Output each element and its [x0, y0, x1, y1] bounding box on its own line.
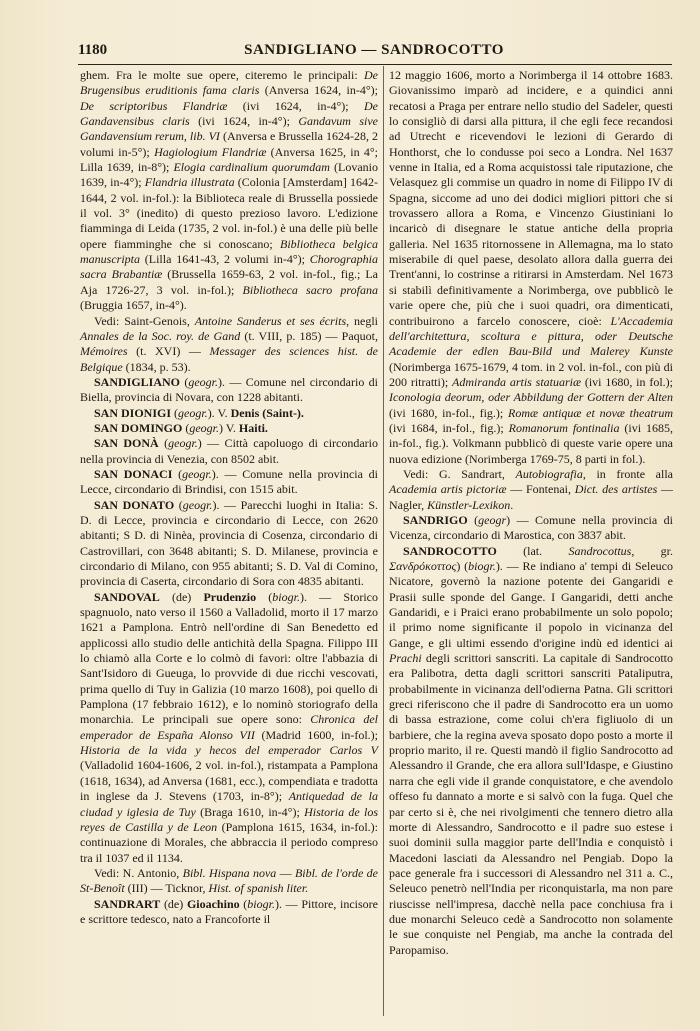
dictionary-entry: SAN DONATO (geogr.). — Parecchi luoghi in Italia: S. D. di Lecce, provincia e circondario di Lecce, con 2620 abitanti; S D. di Ninèa, provincia di Cosenza, circondario di Castrovillari, con 3648 abitanti; S. D. Milanese, provincia e circondario di Milano, con 955 abitanti; S. D. Val di Comino, provincia di Caserta, circondario di Sora con 4835 abitanti. — [80, 497, 378, 589]
right-column — [389, 68, 673, 958]
corner-watermark — [580, 1006, 700, 1031]
dictionary-entry: SANDROCOTTO (lat. Sandrocottus, gr. Σανδρόκοττος) (biogr.). — Re indiano a' tempi di Seleuco Nicatore, governò la nazione potente dei Gangaridi e Prasii sulle sponde del Gange. I Gangaridi, detti anche Gandaridi, e i Praici erano probabilmente un solo popolo; il primo nome significante il popolo in vicinanza del Gange, e gli ultimi essendo d'origine indù ed identici ai Prachi degli scrittori sanscriti. La capitale di Sandrocotto era Palibotra, detta dagli scrittori sanscriti Pataliputra, probabilmente in vicinanza dell'odierna Patna. Gli scrittori greci riferiscono che il padre di Sandrocotto era un uomo di bassa estrazione, come colui ch'era figliuolo di un barbiere, che la regina aveva sposato dopo posto a morte il proprio marito, il re. Questi mandò il figlio Sandrocotto ad Alessandro il Grande, che era allora sull'Idaspe, e Giustino narra che egli vide il grande conquistatore, e che avendolo offeso fu dannato a morte e si salvò con la fuga. Quel che par certo si è, che nei rivolgimenti che tennero dietro alla morte di Alessandro, Sandrocotto e il padre suo estese i suoi dominii sulla maggior parte dell'India e conquistò i Macedoni lasciati da Alessandro nel Pengiab. Dopo la pace generale fra i successori di Alessandro nel 311 a. C., Seleuco penetrò nell'India per riconquistarla, ma non pare riuscisse nell'impresa, dacchè nella pace conchiusa fra i due monarchi Seleuco cedè a Sandrocotto non solamente le sue conquiste nel Pengiab, ma anche la contrada del Paropamiso. — [389, 543, 673, 957]
continued-text: ghem. Fra le molte sue opere, citeremo le principali: De Brugensibus eruditionis fama claris (Anversa 1624, in-4°); De scriptoribus Flandriæ (ivi 1624, in-4°); De Gandavensibus claris (ivi 1624, in-4°); Gandavum sive Gandavensium rerum, lib. VI (Anversa e Brussella 1624-28, 2 volumi in-5°); Hagiologium Flandriæ (Anversa 1625, in 4°; Lilla 1639, in-8°); Elogia cardinalium quorumdam (Lovanio 1639, in-4°); Flandria illustrata (Colonia [Amsterdam] 1642-1644, 2 vol. in-fol.): la Biblioteca reale di Brussella possiede il vol. 3° (inedito) di questo prezioso lavoro. L'edizione fiamminga di Leida (1735, 2 vol. in-fol.) è una delle più belle opere fiamminghe che si conoscano; Bibliotheca belgica manuscripta (Lilla 1641-43, 2 volumi in-4°); Chorographia sacra Brabantiæ (Brussella 1659-63, 2 vol. in-fol., fig.; La Aja 1726-27, 3 vol. in-fol.); Bibliotheca sacro profana (Bruggia 1657, in-4°). — [80, 68, 379, 313]
dictionary-entry: Vedi: Saint-Genois, Antoine Sanderus et ses écrits, negli Annales de la Soc. roy. de Gand (t. VIII, p. 185) — Paquot, Mémoires (t. XVI) — Messager des sciences hist. de Belgique (1834, p. 53). — [80, 313, 378, 374]
column-divider — [383, 66, 384, 1016]
dictionary-entry: Vedi: G. Sandrart, Autobiografia, in fronte alla Academia artis pictoriæ — Fontenai, Dict. des artistes — Nagler, Künstler-Lexikon. — [389, 466, 673, 512]
dictionary-entry: SAN DONACI (geogr.). — Comune nella provincia di Lecce, circondario di Brindisi, con 1515 abit. — [80, 466, 378, 497]
dictionary-entry: SAN DOMINGO (geogr.) V. Haiti. — [94, 420, 268, 435]
dictionary-entry: SANDRART (de) Gioachino (biogr.). — Pittore, incisore e scrittore tedesco, nato a Francoforte il — [80, 896, 378, 926]
left-column — [80, 68, 378, 927]
page-header — [78, 40, 670, 62]
dictionary-entry: SANDOVAL (de) Prudenzio (biogr.). — Storico spagnuolo, nato verso il 1560 a Valladolid, morto il 17 marzo 1621 a Pamplona. Entrò nell'ordine di San Benedetto ed applicossi allo studio delle antichità della Spagna. Filippo III lo chiamò alla Corte e lo colmò di favori: oltre l'abbazia di Sant'Isidoro di Gueuga, lo provvide di due ricchi vescovati, prima quello di Tuy in Galizia (10 marzo 1608), poi quello di Pamplona (17 febbraio 1612), e lo nominò storiografo della monarchia. Le principali sue opere sono: Chronica del emperador de España Alonso VII (Madrid 1600, in-fol.); Historia de la vida y hecos del emperador Carlos V (Valladolid 1604-1606, 2 vol. in-fol.), ristampata a Pamplona (1618, 1634), ad Anversa (1681, ecc.), compendiata e tradotta in inglese da J. Stevens (1703, in-8°); Antiquedad de la ciudad y iglesia de Tuy (Braga 1610, in-4°); Historia de los reyes de Castilla y de Leon (Pamplona 1615, 1634, in-fol.): continuazione di Morales, che abbraccia il periodo compreso tra il 1037 ed il 1134. — [80, 589, 378, 865]
dictionary-entry: SANDIGLIANO (geogr.). — Comune nel circondario di Biella, provincia di Novara, con 1228 abitanti. — [80, 374, 379, 405]
continued-text: 12 maggio 1606, morto a Norimberga il 14 ottobre 1683. Giovanissimo imparò ad incidere, e a quindici anni recatosi a Praga per entrare nello studio del Sadeler, questi lo consigliò di darsi alla pittura, il che egli fece recandosi ad Utrecht e ricevendovi le lezioni di Gerardo di Honthorst, che lo condusse poi seco a Londra. Nel 1637 venne in Italia, ed a Roma acquistossi tale riputazione, che Velasquez gli commise un quadro in nome di Filippo IV di Spagna, siccome ad uno dei dodici migliori pittori che si trovassero allora a Roma, e Vincenzo Giustiniani lo incaricò di disegnare le statue antiche della propria galleria. Nel 1635 ritornossene in Allemagna, ma lo stato miserabile di quel paese, desolato allora dalla guerra dei Trent'anni, lo costrinse a ritirarsi in Amsterdam. Nel 1673 si stabilì definitivamente a Norimberga, ove pubblicò le varie opere che, più che i suoi quadri, ora dimenticati, contribuirono a farcelo conoscere, cioè: L'Accademia dell'architettura, scoltura e pittura, oder Deutsche Academie der edlen Bau-Bild und Malerey Kunste (Norimberga 1675-1679, 4 tom. in 2 vol. in-fol., con più di 200 ritratti); Admiranda artis statuariæ (ivi 1680, in fol.); Iconologia deorum, oder Abbildung der Gottern der Alten (ivi 1680, in-fol., fig.); Romæ antiquæ et novæ theatrum (ivi 1684, in-fol., fig.); Romanorum fontinalia (ivi 1685, in-fol., fig.). Volkmann pubblicò di queste varie opere una nuova edizione (Norimberga 1769-75, 8 parti in fol.). — [389, 68, 673, 466]
running-title: SANDIGLIANO — SANDROCOTTO — [244, 42, 504, 58]
page-number: 1180 — [78, 42, 108, 58]
dictionary-entry: Vedi: N. Antonio, Bibl. Hispana nova — Bibl. de l'orde de St-Benoît (III) — Ticknor, Hist. of spanish liter. — [80, 865, 379, 896]
dictionary-entry: SANDRIGO (geogr) — Comune nella provincia di Vicenza, circondario di Marostica, con 3837 abit. — [389, 512, 673, 543]
header-rule — [78, 64, 672, 65]
dictionary-entry: SAN DIONIGI (geogr.). V. Denis (Saint-). — [94, 405, 304, 420]
dictionary-entry: SAN DONÀ (geogr.) — Città capoluogo di circondario nella provincia di Venezia, con 8502 abit. — [80, 436, 379, 466]
